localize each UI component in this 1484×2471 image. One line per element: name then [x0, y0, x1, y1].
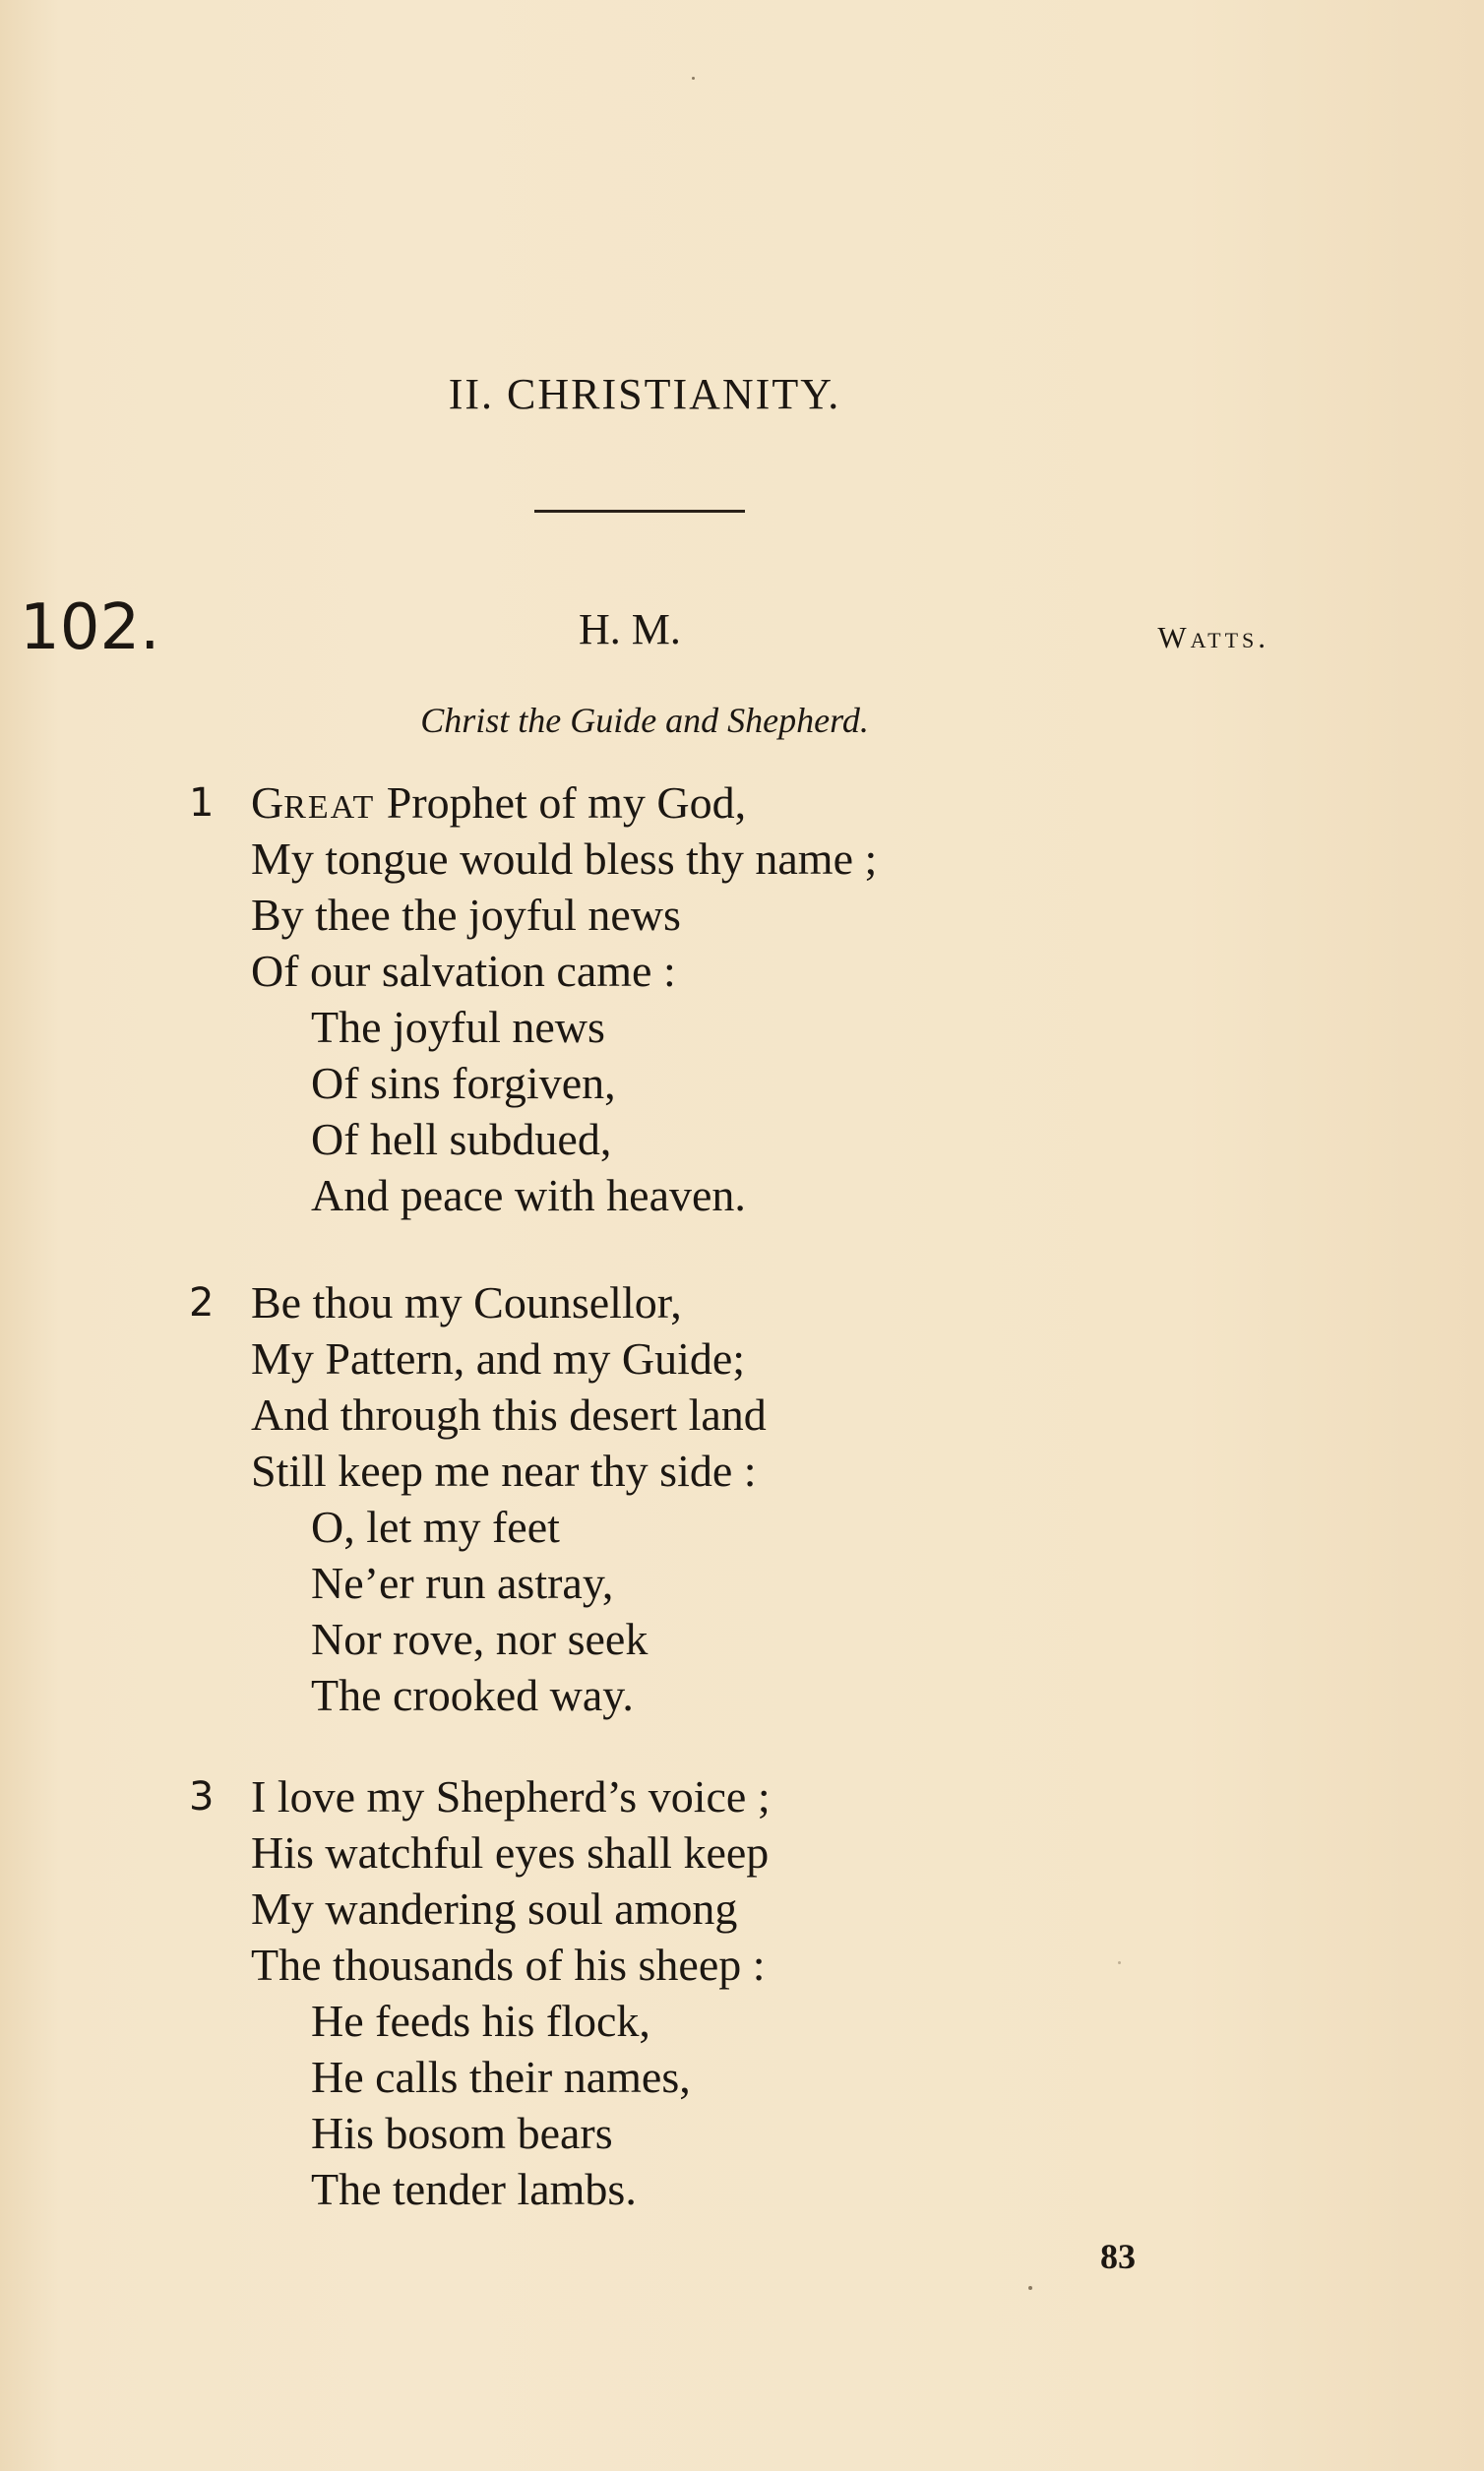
verse-line: Ne’er run astray,	[311, 1558, 614, 1608]
paper-speck	[1118, 1961, 1121, 1964]
verse-line: His bosom bears	[311, 2108, 613, 2158]
drop-word	[251, 777, 375, 828]
verse-line: My wandering soul among	[251, 1884, 738, 1934]
verse-line: Nor rove, nor seek	[311, 1614, 649, 1664]
verse-line: By thee the joyful news	[251, 890, 681, 940]
verse-line: The thousands of his sheep :	[251, 1940, 766, 1990]
hymn-number: 102.	[20, 591, 160, 664]
verse-line: Still keep me near thy side :	[251, 1446, 757, 1496]
verse-line: And peace with heaven.	[311, 1170, 746, 1220]
paper-speck	[1028, 2286, 1032, 2290]
verse-line: The crooked way.	[311, 1670, 634, 1720]
verse-line: My tongue would bless thy name ;	[251, 834, 878, 884]
divider-rule	[534, 510, 745, 513]
verse-line: His watchful eyes shall keep	[251, 1827, 770, 1878]
verse-line: He calls their names,	[311, 2052, 691, 2102]
verse-line: Be thou my Counsellor,	[251, 1277, 682, 1328]
hymn-meter: H. M.	[579, 605, 681, 653]
verse-line: And through this desert land	[251, 1390, 767, 1440]
verse-line: Of hell subdued,	[311, 1114, 612, 1164]
verse-line: The tender lambs.	[311, 2164, 637, 2214]
verse-line-text: Prophet of my God,	[375, 777, 747, 828]
hymn-author: Watts.	[1157, 620, 1269, 654]
verse-line	[251, 774, 746, 832]
drop-word-small-caps: REAT	[283, 789, 376, 826]
hymn-subtitle: Christ the Guide and Shepherd.	[420, 701, 869, 740]
paper-speck	[692, 77, 695, 80]
verse-line: He feeds his flock,	[311, 1996, 650, 2046]
page-number: 83	[1100, 2237, 1136, 2276]
drop-word-capital: G	[251, 777, 284, 828]
section-title: II. CHRISTIANITY.	[448, 370, 841, 418]
verse-line: Of sins forgiven,	[311, 1058, 616, 1108]
verse-line: Of our salvation came :	[251, 946, 676, 996]
stanza-number: 1	[189, 780, 215, 826]
stanza-number: 3	[189, 1774, 215, 1820]
verse-line: O, let my feet	[311, 1502, 560, 1552]
verse-line: I love my Shepherd’s voice ;	[251, 1771, 771, 1822]
stanza-number: 2	[189, 1280, 215, 1326]
verse-line: My Pattern, and my Guide;	[251, 1333, 746, 1384]
verse-line: The joyful news	[311, 1002, 605, 1052]
